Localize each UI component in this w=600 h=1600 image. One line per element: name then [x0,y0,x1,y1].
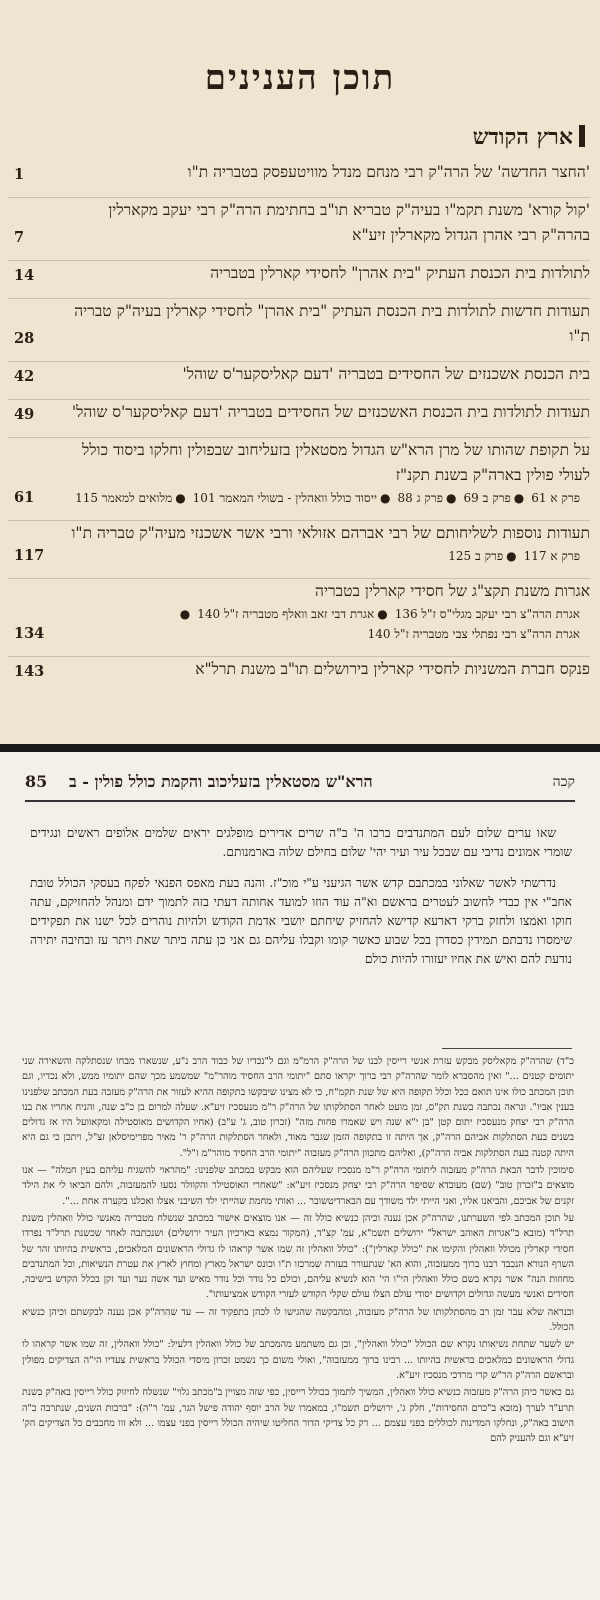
bullet-icon: ● [380,491,391,505]
toc-entry-title: תעודות נוספות לשליחותם של רבי אברהם אזולאי ורבי אשר אשכנזי מעיה"ק טבריה ת"ו [71,524,590,542]
running-title: הרא"ש מסטאלין בזעליכוב והקמת כולל פולין - ב [69,772,373,791]
section-label: ארץ הקודש [472,124,573,150]
bullet-icon: ● [377,607,388,621]
toc-entry-title: לתולדות בית הכנסת העתיק "בית אהרן" לחסידי קארלין בטבריה [210,264,590,282]
footnotes [22,1054,574,1448]
bullet-icon: ● [513,491,525,505]
toc-entry-title: פנקס חברת המשניות לחסידי קארלין בירושלים תו"ב משנת תרל"א [195,660,590,678]
toc-entry [8,400,590,425]
footnote-paragraph: סימוכין לדבר הבאת הרה"ק מעזבוה ליתומי הרה"ק ר"מ מנסכיז שעליהם הוא מבקש במכתב שלפנינו: "מהראוי להשגיח עליהם בעין חמלה" — אנו מוצאים ב"זכרון טוב" (שם) מעובדא שסיפר הרה"ק רבי יצחק מנסכיז זיע"א: "שאחרי האוסטילר והקוולר נסעו להמעזבוה, ולהם הביאו לי את הילד זקנים של אביכם, והביאנו אליו, ואני הייתי ילד משודך עם הבארדיטשובר ... ואותי מחמת שהייתי ילד השיבני אצלו ואכלנו בקערה אחת ...". [22,1165,574,1207]
toc-subentry: אגרת דבי זאב וואלף מטבריה ז"ל 140 [197,607,375,621]
toc-subentry: פרק א 117 [523,549,580,563]
toc-entry [8,261,590,286]
section-marker [579,125,585,147]
toc-subentry: אגרת הרה"צ רבי נפתלי צבי מטבריה ז"ל 140 [367,627,580,641]
toc-subentries [64,546,590,566]
toc-page [0,0,600,744]
toc-page-number: 117 [14,547,45,564]
toc-subentry: מלואים למאמר 115 [75,491,173,505]
toc-entry-title: 'קול קורא' משנת תקמ"ו בעיה"ק טבריא תו"ב בחתימת הרה"ק רבי יעקב מקארלין בהרה"ק רבי אהרן הגדול מקארלין זיע"א [108,201,590,244]
toc-subentry: פרק א 61 [531,491,580,505]
section-heading [473,124,585,150]
footnote-paragraph: גם כאשר כיהן הרה"ק מעזבוה כנשיא כולל וואהלין, המשיך לתמוך בכולל רייסין, כפי שזה מצויין ב"מכתב גלוי" שנשלח לחיזוק כולל רייסין באה"ק בשנת תרע"ד לערך (מובא ב"כרם החסידות", חלק ג', ירושלים תשמ"ו, במאמרו של הרב יוסף יהודה פישל הגר, עמ' ר"ה): "ברבות השנים, שנתרבה כ"ה הישוב באה"ק, ונחלקו המדינות לכוללים בפני עצמם ... רק כל צדיקי הדור החליטו שיהיה הכולל רייסין בפני עצמו ... ולא זוו מחבבים כל הצדיקים הק' זיע"א וגם להעניק להם [22,1387,574,1445]
running-header [25,770,575,800]
bullet-icon: ● [506,549,517,563]
header-rule [25,800,575,802]
toc-page-number: 134 [14,625,45,642]
toc-entry-title: תעודות חדשות לתולדות בית הכנסת העתיק "בית אהרן" לחסידי קארלין בעיה"ק טבריה ת"ו [74,302,590,345]
bullet-icon: ● [175,491,186,505]
toc-entry [8,521,590,566]
page-title: תוכן הענינים [204,58,396,98]
toc-entry-title: על תקופת שהותו של מרן הרא"ש הגדול מסטאלין בזעליחוב שבפולין וחלקו ביסוד כולל לעולי פולין בארה"ק בשנת תקנ"ז [81,441,590,484]
toc-entry [8,579,590,644]
toc-entry [8,362,590,387]
toc-subentries [64,488,590,508]
bullet-icon: ● [179,607,191,621]
footnote-paragraph: על תוכן המכתב לפי השערתנו, שהרה"ק אכן נענה וכיהן כנשיא כולל זה — אנו מוצאים אישור במכתב שנשלח מטבריה מאנשי כולל וואהלין משנת תרל"ד (מובא ב"אגרות האוהב ישראל" ירושלים תשמ"א, עמ' קצ"ד, (המקור נמצא בארכיון העיר ירושלים) ושנכתבה לאחר שכשנת תרל"ד נפרדו חסידי קארלין מכולל וואהלין והקימו את "כולל קארלין"): "כולל וואהלין זה שמו אשר קראהו לו גדולי הראשונים המלאכים, בראשית בהיותו זהר של השרף הנורא הנכבד רבנו ברוך ממעזבוה, והוא הא' שנתעורר בעזרה שמרכזו ת"ו וכונס ישראל מארץ ומחוץ לארץ את עטרת הנשיאות, וכל המתנדבים מחוזות הנה" אשר נקרא בשם כולל וואהלין הי"ו הי' הוא לנשיא עליהם, וכולם כל נודר וכל נודר מאיש ועד אשה נער ועד זקן בכלל הקדש בישיבה, חסידים ואנשי מעשה וגדולים וקדושים יסודי עולם הצלו עולם שקלי הקודש לעזרי הקודש אמציעותו". [22,1212,574,1301]
toc-subentry: פרק ב 125 [448,549,504,563]
toc-page-number: 14 [14,267,35,284]
toc-subentry: ייסוד כולל וואהלין - בשולי המאמר 101 [192,491,378,505]
page-gap [0,746,600,752]
toc-page-number: 42 [14,368,35,385]
toc-entry [8,438,590,508]
toc-subentry: פרק ג 88 [397,491,444,505]
footnote-paragraph: וכנראה שלא עבר זמן רב מהסתלקותו של הרה"ק מעזבוה, ומהבקשה שהגישו לו לכהן בתפקיד זה — עד שהרה"ק אכן נענה לבקשתם וכיהן כנשיא הכולל. [22,1306,574,1334]
toc-entry [8,657,590,682]
footnote-paragraph: כ"ד) שהרה"ק מקאליסק מבקש עזרת אנשי רייסין לבנו של הרה"ק הרמ"מ וגם ל"נכדיו של כבוד הרב נ"ע, שנשארו מבחו שנסתלקה והשאירה שני יתומים קטנים ..." ואין מהסברא לומר שהרה"ק רבי ברוך יקראו סתם "יתומי הרב החסיד מוהר"מ" שמשמע מכך שהם יתומיו ממש, ולא נכדיו, וגם תוכן המכתב כולו אינו תואם ככל וכלל תקופה היא של שנת תקמ"ח, כי לא מצינו שיבקשו בתקופה ההיא לעזור את הרה"ק מעזבה בעת המכתב שלפנינו בענין אביו". ונראה נכתבה בשנת תק"ס, זמן מועט לאחר הסתלקותו של הרה"ק ר"מ מנעסכיז זיע"א. שעלה למרום בן כ"ב שנה, והניח אחריו את בנו הרה"ק רבי יצחק מנעסכיז יתום קטן "בן י"א שנה ויש שאמרו פחות מזה" (זכרון טוב, ג' ע"ב) (אחיו הקדושים מאוסטילה ומקאוועל היו אז גדולים בשנים בעת הסתלקות אביהם הרה"ק, אך היתה זו בתקופה הזמן שגבר מאוד, ולאחר הסתלקות הרה"ק ר' מאיר מפרימיסלאן זצ"ל, ויתכן כי גם היא היתה קטנה בעת הסתלקות אביה הרה"ק), ואליהם מתכוון הרה"ק מעזבוה "יתומי הרב החסיד מוהר"מ ז"ל". [22,1056,574,1159]
toc-page-number: 61 [14,489,35,506]
toc-list [8,160,590,694]
toc-page-number: 28 [14,330,35,347]
footnote-paragraph: יש לשער שתחת נשיאותו נקרא שם הכולל "כולל וואהלין", וכן גם משתמע מהמכתב של כולל וואהלין דלעיל: "כולל וואהלין, זה שמו אשר קראהו לו גדולי הראשונים כמלאכים בראשית בהיותו ... רבינו ברוך ממעזבוה", ואולי משום כך נשמט זכרון מיסדי הכולל בראשית צעדיו הי"ה הצדיקים מפולין ובראשם הרה"ק הר"ש קרי מרדכי מנסכיז זיע"א. [22,1339,574,1381]
toc-page-number: 143 [14,663,45,680]
toc-page-number: 49 [14,406,35,423]
letter-paragraph: שאו ערים שלום לעם המתנדבים ברכו ה' ב"ה שרים אדירים מופלגים יראים שלמים אלופים ראשים ונגידים שומרי אמונים נדיבי עם שבכל עיר ועיר יהי' שלום בחילם שלוה בארמנותם. [30,826,572,859]
toc-entry [8,299,590,349]
toc-entry-title: 'החצר החדשה' של הרה"ק רבי מנחם מנדל מוויטעפסק בטבריה ת"ו [187,163,590,181]
toc-entry-title: אגרות משנת תקצ"ג של חסידי קארלין בטבריה [315,582,590,600]
letter-paragraph: נדרשתי לאשר שאלוני במכתבם קדש אשר הגיעני ע"י מוכ"ז. והנה בעת מאפס הפנאי לפקח בעסקי הכולל טובת אחב"י אין כבדי לחשוב לעטרים בראשם וא"ה עוד הוזו למועד אחותה דעתי בזה לתמוך ידם ומנהל להחזיקם, עתה חוקו ואמצו ולחזק ברקי דארעא קדישא להחזיק שיחתם יושבי אדמת הקודש ולהיות נוהרים לכל ישנו את תפקידים שימסרו נדבתם תמידין כסדרן בכל שבוע כאשר קומו וקבלו עליהם גם אני כן עתה ביתר שאת ויתר עז ובחיבה יתירה נודעת להם ואיש את אחיו יעזורו להיות כולם [30,876,572,966]
toc-subentry: פרק ב 69 [463,491,511,505]
toc-subentries [64,604,590,644]
page-number: 85 [25,772,48,791]
article-page [0,746,600,1600]
footnote-rule [442,1048,572,1049]
toc-subentry: אגרת הרה"צ רבי יעקב מגלי"ס ז"ל 136 [394,607,580,621]
toc-page-number: 7 [14,229,25,246]
letter-text [30,824,572,981]
toc-entry [8,160,590,185]
toc-entry-title: תעודות לתולדות בית הכנסת האשכנזים של החסידים בטבריה 'דעם קאליסקער'ס שוהל' [71,403,590,421]
toc-entry-title: בית הכנסת אשכנזים של החסידים בטבריה 'דעם קאליסקער'ס שוהל' [182,365,590,383]
bullet-icon: ● [446,491,457,505]
hebrew-folio: קכה [552,774,575,790]
toc-entry [8,198,590,248]
toc-page-number: 1 [14,166,25,183]
